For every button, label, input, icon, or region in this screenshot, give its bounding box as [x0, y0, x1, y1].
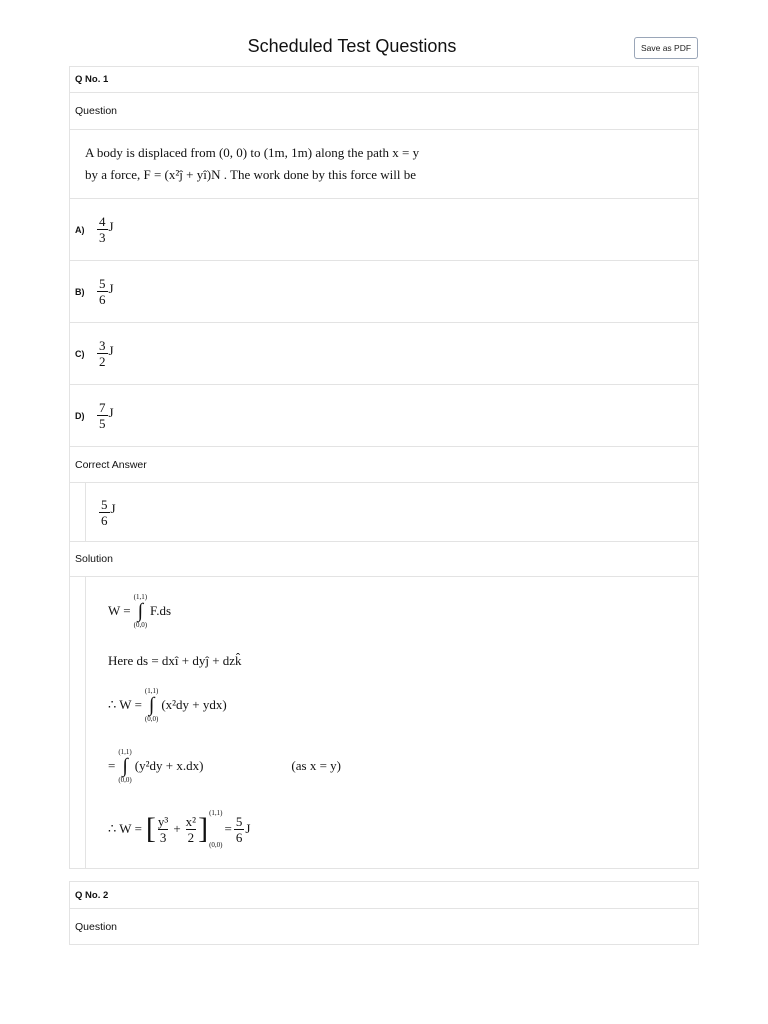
numerator: x²	[185, 813, 197, 829]
denominator: 2	[99, 354, 106, 369]
lower-limit: (0,0)	[209, 841, 223, 849]
denominator: 2	[187, 829, 195, 845]
question-line-1: A body is displaced from (0, 0) to (1m, 1m) along the path x = y	[85, 145, 420, 160]
plus-sign: +	[173, 821, 181, 836]
numerator: 5	[99, 276, 106, 291]
question-card-2	[69, 881, 699, 945]
solution-line-3	[108, 687, 227, 723]
solution-body-row	[70, 576, 698, 868]
denominator: 3	[99, 230, 106, 245]
force-expression: by a force, F = (x²ĵ + yî)N	[85, 167, 221, 182]
option-value	[97, 277, 114, 306]
denominator: 3	[159, 829, 167, 845]
unit: J	[110, 501, 116, 516]
option-letter: D)	[75, 410, 85, 421]
solution-lhs: ∴ W =	[108, 821, 142, 836]
option-row-b[interactable]	[70, 260, 698, 322]
option-row-a[interactable]	[70, 198, 698, 260]
integral-symbol: (1,1) ∫ (0,0)	[118, 748, 132, 784]
qno-label: Q No. 2	[75, 889, 109, 901]
solution-lhs: ∴ W =	[108, 697, 142, 712]
solution-rhs: F.ds	[150, 603, 172, 618]
correct-answer-header-row	[70, 446, 698, 482]
solution-line-4	[108, 748, 408, 784]
question-header-row	[70, 908, 698, 944]
lower-limit: (0,0)	[144, 715, 159, 723]
question-body-row	[70, 129, 698, 198]
option-letter: B)	[75, 286, 85, 297]
save-as-pdf-button[interactable]: Save as PDF	[634, 37, 698, 59]
numerator: 7	[99, 400, 106, 415]
solution-line-1	[108, 593, 171, 629]
question-text	[85, 142, 419, 186]
question-label: Question	[75, 920, 118, 933]
bracket-limits	[209, 809, 222, 849]
question-header-row	[70, 92, 698, 129]
numerator: 5	[235, 813, 243, 829]
upper-limit: (1,1)	[133, 593, 148, 601]
numerator: 5	[101, 496, 108, 512]
right-bracket: ]	[198, 812, 209, 845]
lower-limit: (0,0)	[133, 621, 148, 629]
solution-label: Solution	[75, 553, 113, 565]
numerator: 4	[99, 214, 106, 229]
question-card-1	[69, 66, 699, 869]
option-value	[97, 215, 114, 244]
solution-line-5	[108, 809, 250, 849]
option-value	[97, 401, 114, 430]
correct-answer-label: Correct Answer	[75, 458, 147, 471]
left-bracket: [	[145, 812, 156, 845]
option-row-c[interactable]	[70, 322, 698, 384]
integral-symbol: (1,1) ∫ (0,0)	[144, 687, 159, 723]
integral-symbol: (1,1) ∫ (0,0)	[133, 593, 148, 629]
unit: J	[108, 404, 114, 420]
solution-rhs: (x²dy + ydx)	[161, 697, 227, 712]
option-row-d[interactable]	[70, 384, 698, 446]
question-label: Question	[75, 105, 118, 117]
correct-answer-row	[70, 482, 698, 541]
solution-lhs: =	[108, 758, 116, 773]
solution-content	[85, 577, 698, 868]
page-title: Scheduled Test Questions	[247, 36, 457, 56]
numerator: 3	[99, 338, 106, 353]
correct-answer-value	[99, 498, 116, 527]
upper-limit: (1,1)	[118, 748, 132, 756]
solution-header-row	[70, 541, 698, 576]
question-line-2	[85, 164, 419, 186]
unit: J	[108, 280, 114, 296]
solution-line-2: Here ds = dxî + dyĵ + dzk̂	[108, 653, 242, 668]
denominator: 6	[235, 829, 243, 845]
upper-limit: (1,1)	[209, 809, 223, 817]
solution-rhs: (y²dy + x.dx)	[134, 758, 204, 773]
unit: J	[245, 821, 251, 836]
question-line-2-tail: . The work done by this force will be	[223, 167, 416, 182]
equals-sign: =	[224, 821, 232, 836]
option-letter: A)	[75, 224, 85, 235]
numerator: y³	[157, 813, 169, 829]
unit: J	[108, 218, 114, 234]
qno-label: Q No. 1	[75, 74, 109, 85]
upper-limit: (1,1)	[144, 687, 159, 695]
solution-lhs: W =	[108, 603, 131, 618]
denominator: 6	[99, 292, 106, 307]
unit: J	[108, 342, 114, 358]
option-value	[97, 339, 114, 368]
denominator: 6	[101, 512, 108, 528]
solution-note: (as x = y)	[291, 758, 341, 773]
denominator: 5	[99, 416, 106, 431]
qno-row	[70, 882, 698, 908]
qno-row	[70, 67, 698, 92]
lower-limit: (0,0)	[118, 776, 132, 784]
option-letter: C)	[75, 348, 85, 359]
